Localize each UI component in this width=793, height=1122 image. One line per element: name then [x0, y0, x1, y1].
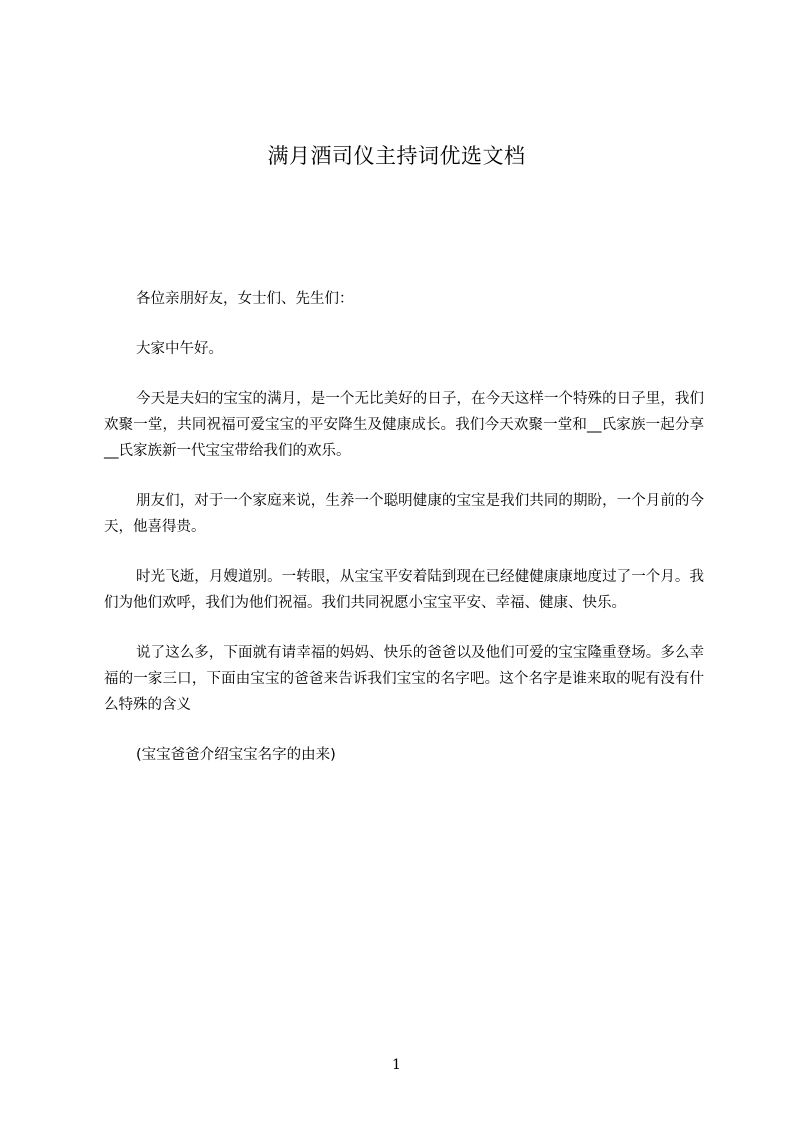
- page-number: 1: [392, 1057, 401, 1073]
- paragraph-introduction: 说了这么多，下面就有请幸福的妈妈、快乐的爸爸以及他们可爱的宝宝隆重登场。多么幸福的一家三口，下面由宝宝的爸爸来告诉我们宝宝的名字吧。这个名字是谁来取的呢有没有什么特殊的含义: [104, 645, 704, 713]
- paragraph-hello: 大家中午好。: [136, 341, 223, 357]
- paragraph-name-origin: (宝宝爸爸介绍宝宝名字的由来): [136, 747, 336, 763]
- paragraph-celebration: 今天是夫妇的宝宝的满月，是一个无比美好的日子，在今天这样一个特殊的日子里，我们欢聚一堂，共同祝福可爱宝宝的平安降生及健康成长。我们今天欢聚一堂和__氏家族一起分享__氏家族新一代宝宝带给我们的欢乐。: [104, 391, 704, 459]
- page-title: 满月酒司仪主持词优选文档: [267, 144, 526, 168]
- paragraph-time-flies: 时光飞逝，月嫂道别。一转眼，从宝宝平安着陆到现在已经健健康康地度过了一个月。我们为他们欢呼，我们为他们祝福。我们共同祝愿小宝宝平安、幸福、健康、快乐。: [104, 569, 704, 611]
- document-body: [104, 286, 704, 792]
- paragraph-greeting: 各位亲朋好友，女士们、先生们：: [136, 291, 354, 307]
- paragraph-family: 朋友们，对于一个家庭来说，生养一个聪明健康的宝宝是我们共同的期盼，一个月前的今天，他喜得贵。: [104, 493, 704, 535]
